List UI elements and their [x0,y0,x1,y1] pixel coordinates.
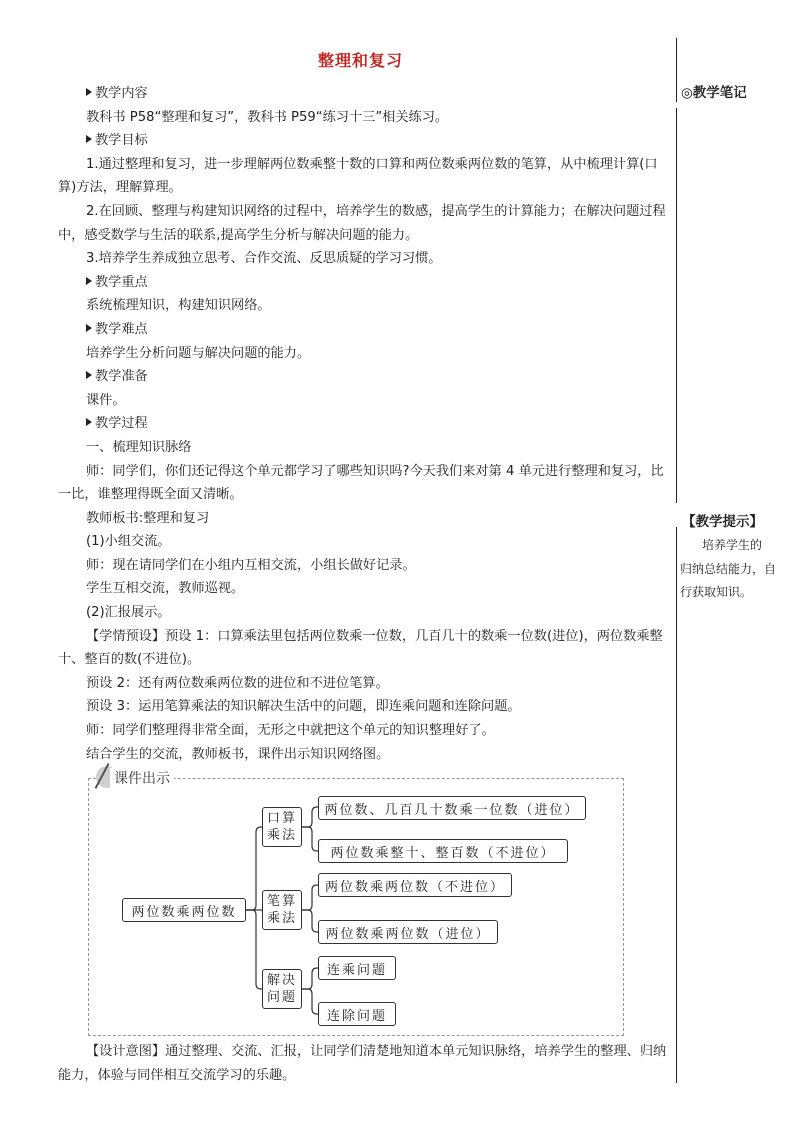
process-paragraph: 【学情预设】预设 1：口算乘法里包括两位数乘一位数，几百几十的数乘一位数(进位)，两位数乘整十、整百的数(不进位)。 [58,628,663,668]
process-paragraph: 教师板书:整理和复习 [86,510,210,526]
process-paragraph: (2)汇报展示。 [86,605,171,621]
process-paragraph: 学生互相交流，教师巡视。 [86,581,245,597]
process-paragraph: 预设 3：运用笔算乘法的知识解决生活中的问题，即连乘问题和连除问题。 [86,699,521,715]
connector [246,827,262,910]
key-text: 系统梳理知识，构建知识网络。 [86,298,271,314]
connector [302,827,318,851]
diagram-branch-node [262,807,302,847]
process-paragraph: (1)小组交流。 [86,534,171,550]
diagram-leaf-node: 两位数乘两位数（不进位） [318,873,512,897]
diagram-leaf-node: 两位数乘整十、整百数（不进位） [318,839,568,863]
goal-item: 3.培养学生养成独立思考、合作交流、反思质疑的学习习惯。 [86,251,442,267]
teaching-tip-title: 【教学提示】 [682,514,763,530]
process-paragraph: 师：同学们，你们还记得这个单元都学习了哪些知识吗?今天我们来对第 4 单元进行整理和复习，比一比，谁整理得既全面又清晰。 [58,463,664,503]
diagram-root-node: 两位数乘两位数 [122,898,246,922]
prep-text: 课件。 [86,392,126,408]
goal-item: 1.通过整理和复习，进一步理解两位数乘整十数的口算和两位数乘两位数的笔算，从中梳理计算(口算)方法，理解算理。 [58,156,658,196]
content-text: 教科书 P58“整理和复习”，教科书 P59“练习十三”相关练习。 [86,109,449,125]
goal-item: 2.在回顾、整理与构建知识网络的过程中，培养学生的数感，提高学生的计算能力；在解决问题过程中，感受数学与生活的联系,提高学生分析与解决问题的能力。 [58,203,666,243]
connector [302,885,318,910]
section-heading-content: 教学内容 [58,82,672,106]
process-paragraph: 师：同学们整理得非常全面，无形之中就把这个单元的知识整理好了。 [86,723,495,739]
connector [302,807,318,827]
section-heading-goals: 教学目标 [58,129,672,153]
diagram-leaf-node: 两位数乘两位数（进位） [318,920,498,944]
design-intent-paragraph: 【设计意图】通过整理、交流、汇报，让同学们清楚地知道本单元知识脉络，培养学生的整理、归纳能力，体验与同伴相互交流学习的乐趣。 [58,1044,667,1083]
tip-line: 归纳总结能力，自 [680,561,777,576]
section-heading-prep: 教学准备 [58,365,672,389]
diagram-leaf-node: 连乘问题 [318,956,396,980]
diagram-branch-node [262,969,302,1009]
page-title: 整理和复习 [318,51,404,70]
branch-label-line: 口算 [266,811,297,826]
branch-label-line: 问题 [266,990,297,1005]
diagram-leaf-node: 两位数、几百几十数乘一位数（进位） [318,796,586,820]
connector [302,989,318,1014]
branch-label-line: 解决 [266,973,297,988]
branch-label-line: 乘法 [266,911,297,926]
diagram-leaf-node: 连除问题 [318,1002,396,1026]
process-paragraph: 预设 2：还有两位数乘两位数的进位和不进位笔算。 [86,675,389,691]
teaching-notes-title: ◎教学笔记 [681,85,747,101]
branch-label-line: 笔算 [266,894,297,909]
tip-line: 行获取知识。 [680,585,753,599]
tip-line: 培养学生的 [702,538,763,552]
section-heading-process: 教学过程 [58,412,672,436]
process-step: 一、梳理知识脉络 [86,439,192,455]
difficulty-text: 培养学生分析问题与解决问题的能力。 [86,345,311,361]
connector [302,968,318,989]
connector [246,910,262,989]
section-heading-difficulty: 教学难点 [58,318,672,342]
connector [302,910,318,932]
process-paragraph: 师：现在请同学们在小组内互相交流，小组长做好记录。 [86,557,416,573]
courseware-label: 课件出示 [110,768,174,788]
diagram-branch-node [262,890,302,930]
process-paragraph: 结合学生的交流，教师板书，课件出示知识网络图。 [86,746,390,762]
branch-label-line: 乘法 [266,828,297,843]
section-heading-key: 教学重点 [58,271,672,295]
